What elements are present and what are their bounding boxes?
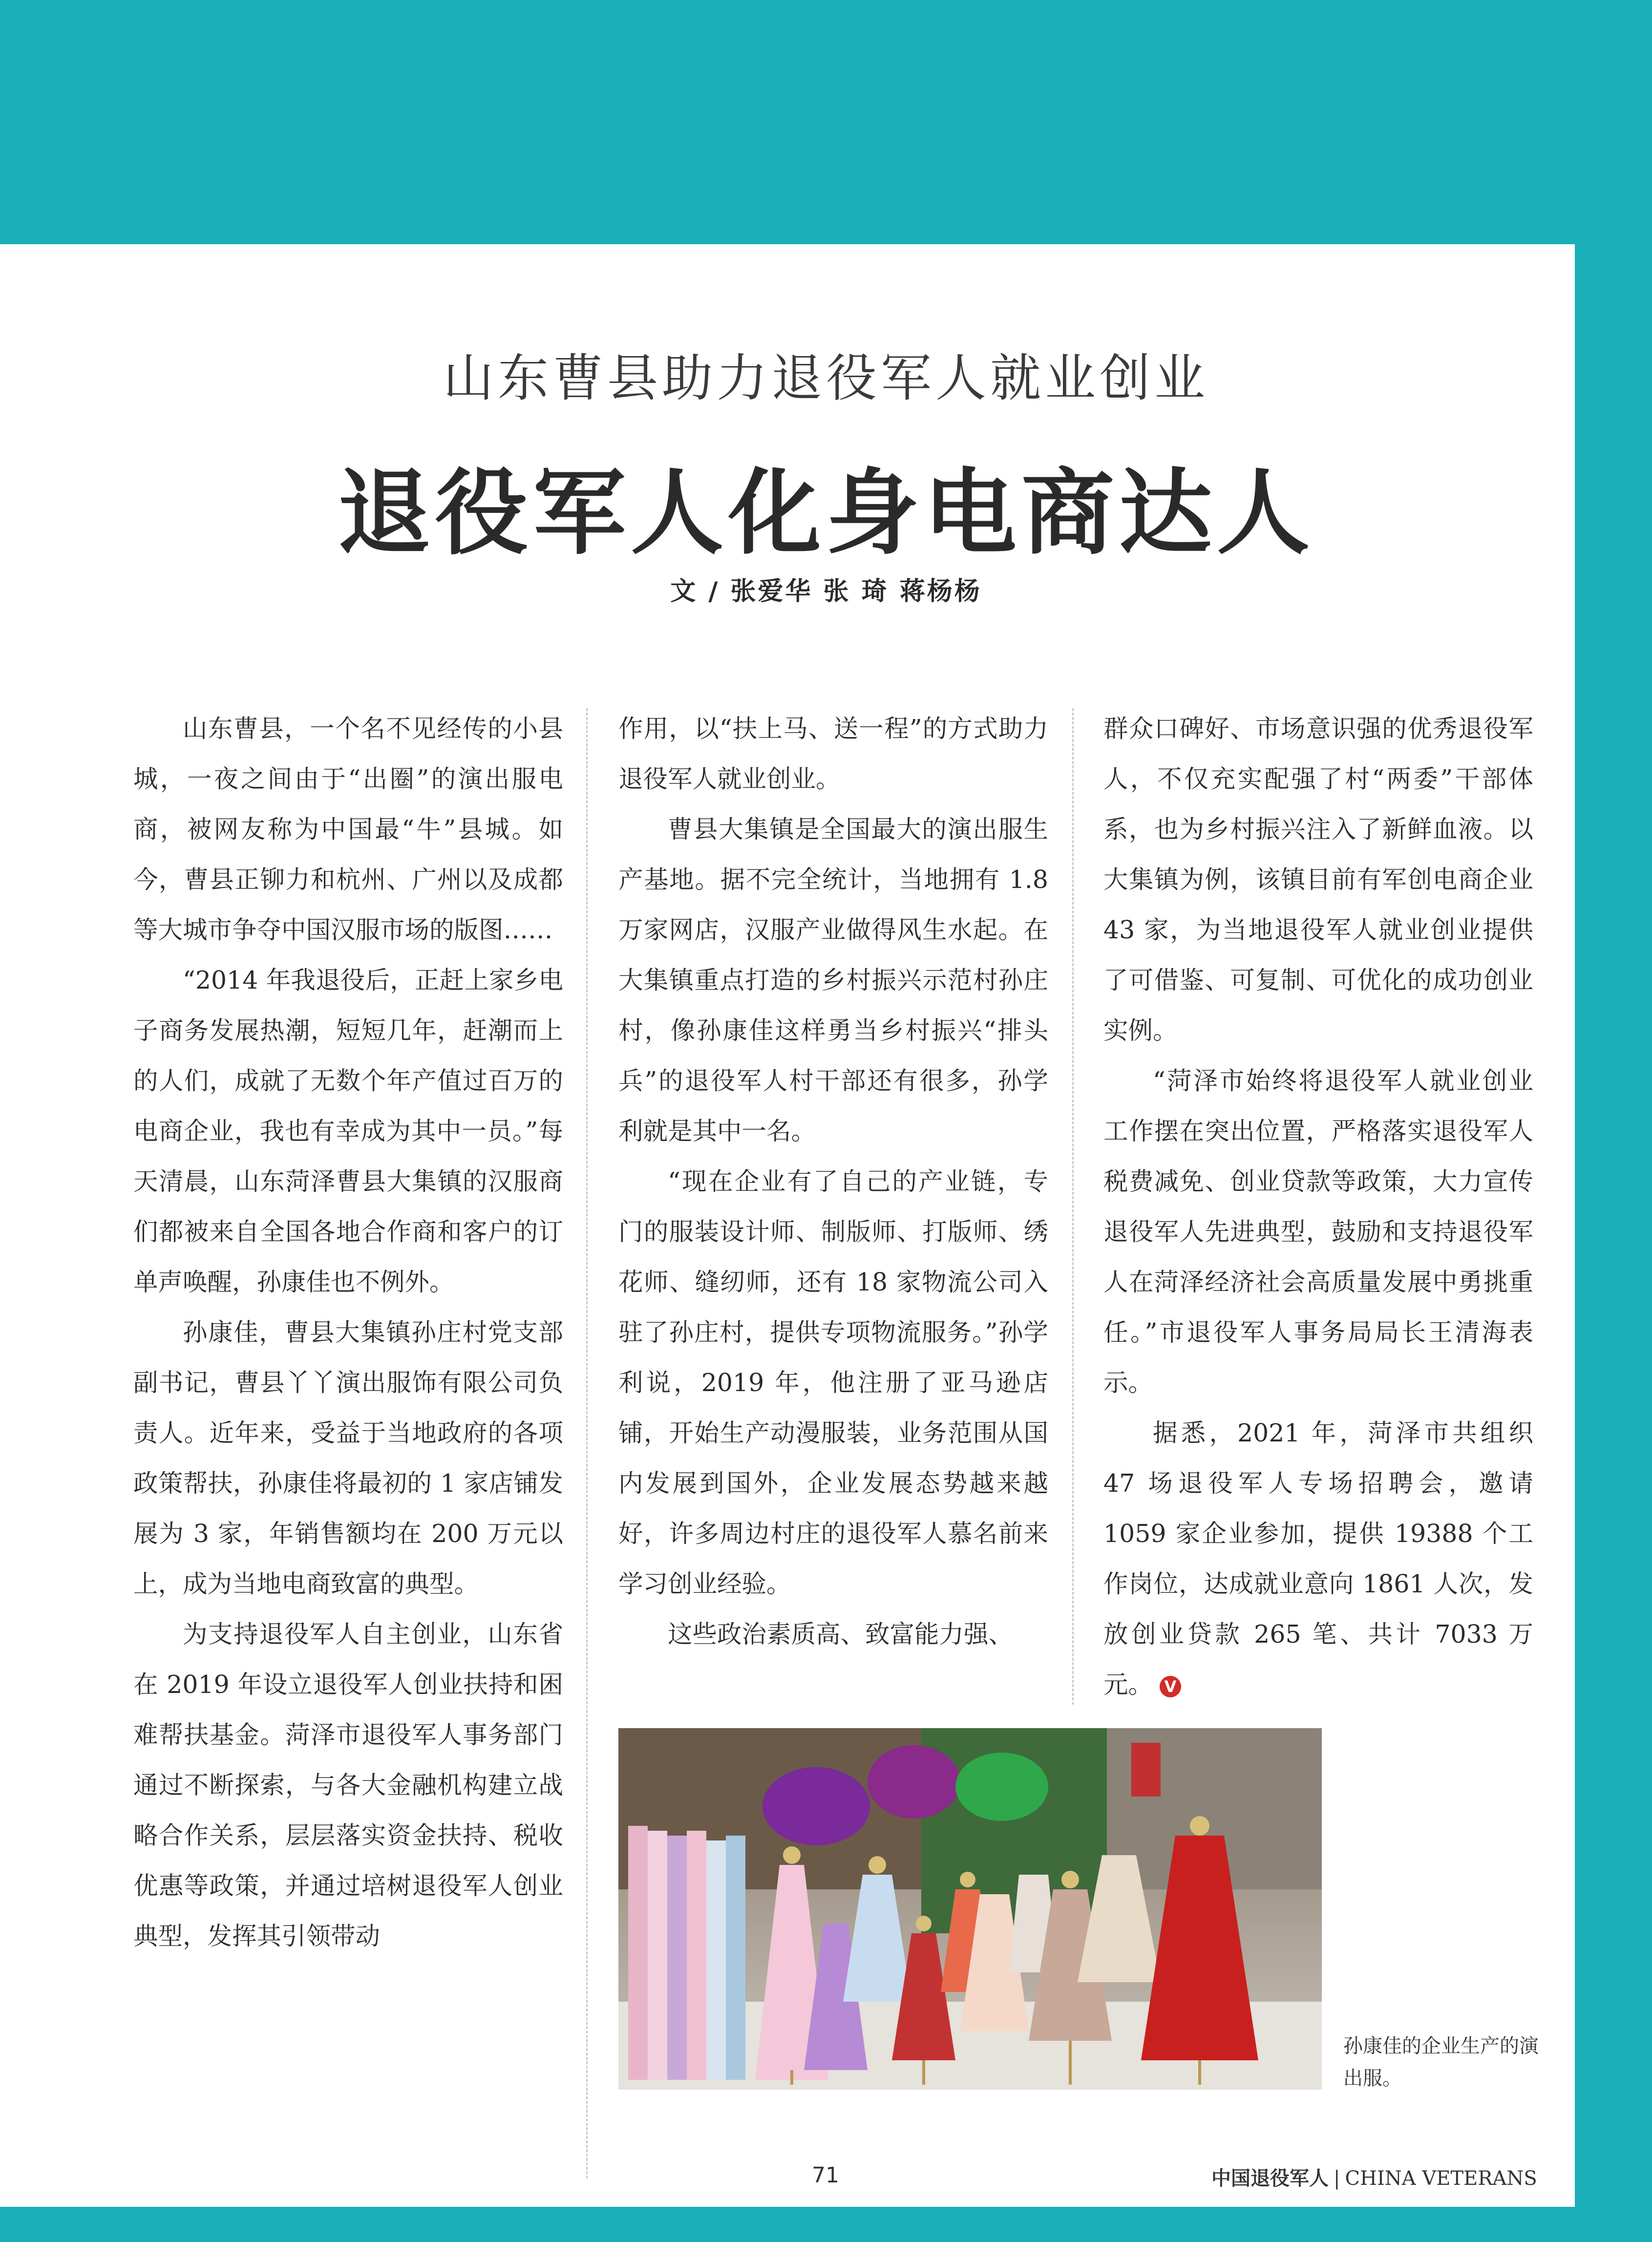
article-column-2 (618, 703, 1048, 1659)
article-photo (618, 1728, 1322, 2090)
magazine-name-zh: 中国退役军人 (1211, 2167, 1329, 2190)
paragraph: 这些政治素质高、致富能力强、 (668, 1620, 1013, 1649)
paragraph: 为支持退役军人自主创业，山东省在 2019 年设立退役军人创业扶持和困难帮扶基金。菏泽市退役军人事务部门通过不断探索，与各大金融机构建立战略合作关系，层层落实资金扶持、税收优惠等政策，并通过培树退役军人创业典型，发挥其引领带动 (133, 1620, 563, 1950)
paragraph: 曹县大集镇是全国最大的演出服生产基地。据不完全统计，当地拥有 1.8 万家网店，汉服产业做得风生水起。在大集镇重点打造的乡村振兴示范村孙庄村，像孙康佳这样勇当乡村振兴“排头兵”的退役军人村干部还有很多，孙学利就是其中一名。 (618, 815, 1048, 1145)
paragraph: “现在企业有了自己的产业链，专门的服装设计师、制版师、打版师、绣花师、缝纫师，还有 18 家物流公司入驻了孙庄村，提供专项物流服务。”孙学利说，2019 年，他注册了亚马逊店铺，开始生产动漫服装，业务范围从国内发展到国外，企业发展态势越来越好，许多周边村庄的退役军人慕名前来学习创业经验。 (618, 1167, 1048, 1598)
article-subtitle: 山东曹县助力退役军人就业创业 (443, 348, 1209, 408)
paragraph: 山东曹县，一个名不见经传的小县城，一夜之间由于“出圈”的演出服电商，被网友称为中国最“牛”县城。如今，曹县正铆力和杭州、广州以及成都等大城市争夺中国汉服市场的版图…… (133, 714, 563, 944)
top-teal-band (0, 0, 1652, 244)
article-column-1 (133, 703, 563, 1961)
page-number: 71 (812, 2163, 839, 2188)
article-title: 退役军人化身电商达人 (337, 459, 1314, 567)
paragraph: “2014 年我退役后，正赶上家乡电子商务发展热潮，短短几年，赶潮而上的人们，成就了无数个年产值过百万的电商企业，我也有幸成为其中一员。”每天清晨，山东菏泽曹县大集镇的汉服商们都被来自全国各地合作商和客户的订单声唤醒，孙康佳也不例外。 (133, 966, 563, 1296)
photo-caption: 孙康佳的企业生产的演出服。 (1343, 2035, 1539, 2090)
bottom-teal-band (0, 2207, 1652, 2242)
magazine-footer (1211, 2163, 1537, 2191)
magazine-name-en: CHINA VETERANS (1345, 2167, 1537, 2190)
paragraph (1103, 1408, 1533, 1710)
paragraph: “菏泽市始终将退役军人就业创业工作摆在突出位置，严格落实退役军人税费减免、创业贷款等政策，大力宣传退役军人先进典型，鼓励和支持退役军人在菏泽经济社会高质量发展中勇挑重任。”市退役军人事务局局长王清海表示。 (1103, 1066, 1533, 1397)
article-byline: 文 / 张爱华 张 琦 蒋杨杨 (670, 577, 982, 606)
column-divider (586, 708, 588, 2179)
paragraph-text: 据悉，2021 年，菏泽市共组织 47 场退役军人专场招聘会，邀请 1059 家企业参加，提供 19388 个工作岗位，达成就业意向 1861 人次，发放创业贷款 265 笔、共计 7033 万元。 (1103, 1418, 1533, 1699)
footer-separator: | (1334, 2167, 1340, 2190)
article-column-3 (1103, 703, 1533, 1710)
column-divider (1072, 708, 1074, 1705)
paragraph: 作用，以“扶上马、送一程”的方式助力退役军人就业创业。 (618, 714, 1048, 793)
paragraph: 孙康佳，曹县大集镇孙庄村党支部副书记，曹县丫丫演出服饰有限公司负责人。近年来，受益于当地政府的各项政策帮扶，孙康佳将最初的 1 家店铺发展为 3 家，年销售额均在 200 万元以上，成为当地电商致富的典型。 (133, 1318, 563, 1598)
end-of-article-icon: V (1160, 1676, 1181, 1697)
paragraph: 群众口碑好、市场意识强的优秀退役军人，不仅充实配强了村“两委”干部体系，也为乡村振兴注入了新鲜血液。以大集镇为例，该镇目前有军创电商企业 43 家，为当地退役军人就业创业提供了可借鉴、可复制、可优化的成功创业实例。 (1103, 714, 1533, 1045)
